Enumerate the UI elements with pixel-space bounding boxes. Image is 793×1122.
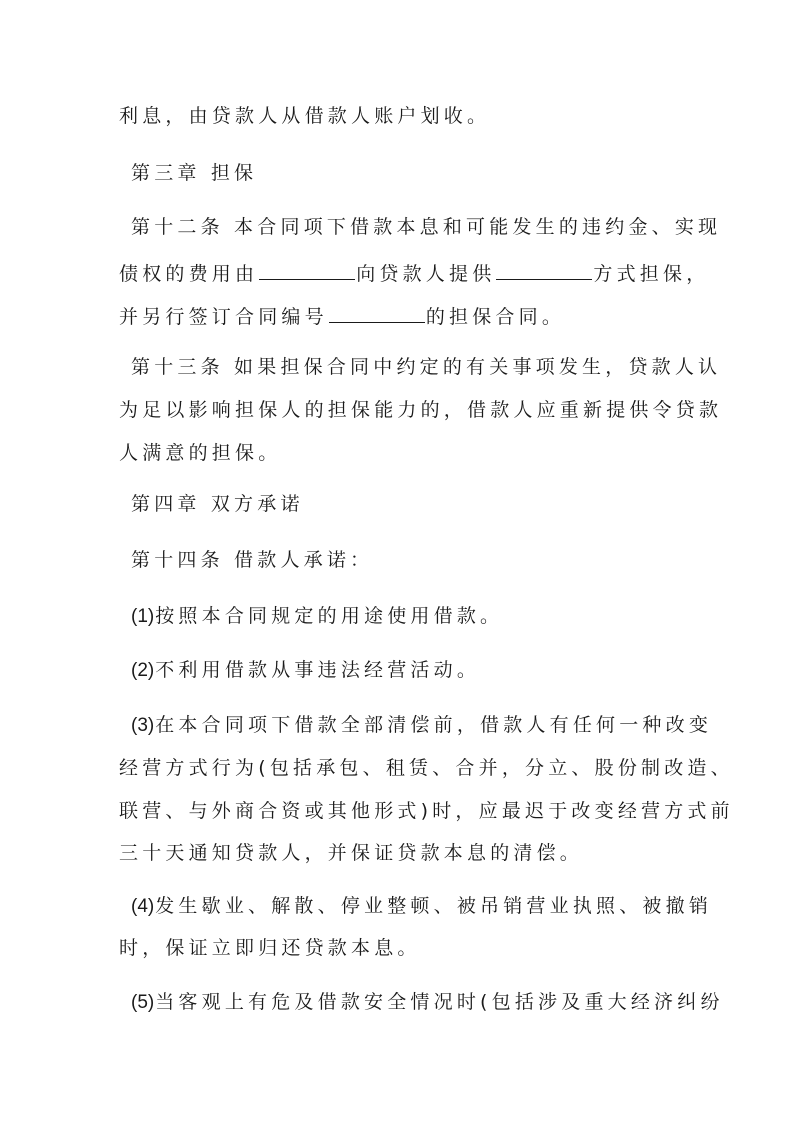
article-13-line: 为足以影响担保人的担保能力的，借款人应重新提供令贷款: [119, 399, 723, 421]
fill-in-blank[interactable]: [259, 259, 355, 280]
item-number: (1): [131, 606, 155, 627]
article-13-line: 第十三条 如果担保合同中约定的有关事项发生，贷款人认: [131, 356, 722, 378]
article-14-line: 第十四条 借款人承诺：: [131, 549, 374, 571]
item-number: (2): [131, 660, 155, 681]
list-item: [131, 893, 713, 920]
item-text: 当客观上有危及借款安全情况时(包括涉及重大经济纠纷: [155, 991, 724, 1013]
list-item-continuation: 三十天通知贷款人，并保证贷款本息的清偿。: [119, 842, 584, 864]
chapter-heading: 第四章 双方承诺: [131, 493, 304, 515]
text-fragment: 并另行签订合同编号: [119, 306, 328, 328]
paragraph-line: 利息，由贷款人从借款人账户划收。: [119, 105, 491, 127]
list-item-continuation: 联营、与外商合资或其他形式)时，应最迟于改变经营方式前: [119, 800, 734, 822]
list-item: [131, 712, 713, 739]
item-text: 按照本合同规定的用途使用借款。: [155, 605, 504, 627]
item-text: 在本合同项下借款全部清偿前，借款人有任何一种改变: [155, 714, 713, 736]
text-fragment: 的担保合同。: [425, 306, 566, 328]
item-number: (5): [131, 992, 155, 1013]
list-item-continuation: 经营方式行为(包括承包、租赁、合并，分立、股份制改造、: [119, 757, 734, 779]
text-fragment: 方式担保，: [593, 263, 710, 285]
article-13-line: 人满意的担保。: [119, 442, 282, 464]
item-number: (4): [131, 896, 155, 917]
list-item: [131, 989, 724, 1016]
text-fragment: 债权的费用由: [119, 263, 259, 285]
list-item-continuation: 时，保证立即归还贷款本息。: [119, 937, 421, 959]
fill-in-blank[interactable]: [329, 302, 425, 323]
article-12-line: [119, 259, 710, 287]
list-item: [131, 657, 691, 684]
item-text: 发生歇业、解散、停业整顿、被吊销营业执照、被撤销: [155, 895, 713, 917]
article-12-line: 第十二条 本合同项下借款本息和可能发生的违约金、实现: [131, 216, 722, 238]
article-12-line: [119, 302, 679, 330]
item-number: (3): [131, 715, 155, 736]
list-item: [131, 603, 691, 630]
fill-in-blank[interactable]: [496, 259, 592, 280]
chapter-heading: 第三章 担保: [131, 162, 258, 184]
text-fragment: 向贷款人提供: [356, 263, 496, 285]
item-text: 不利用借款从事违法经营活动。: [155, 659, 481, 681]
